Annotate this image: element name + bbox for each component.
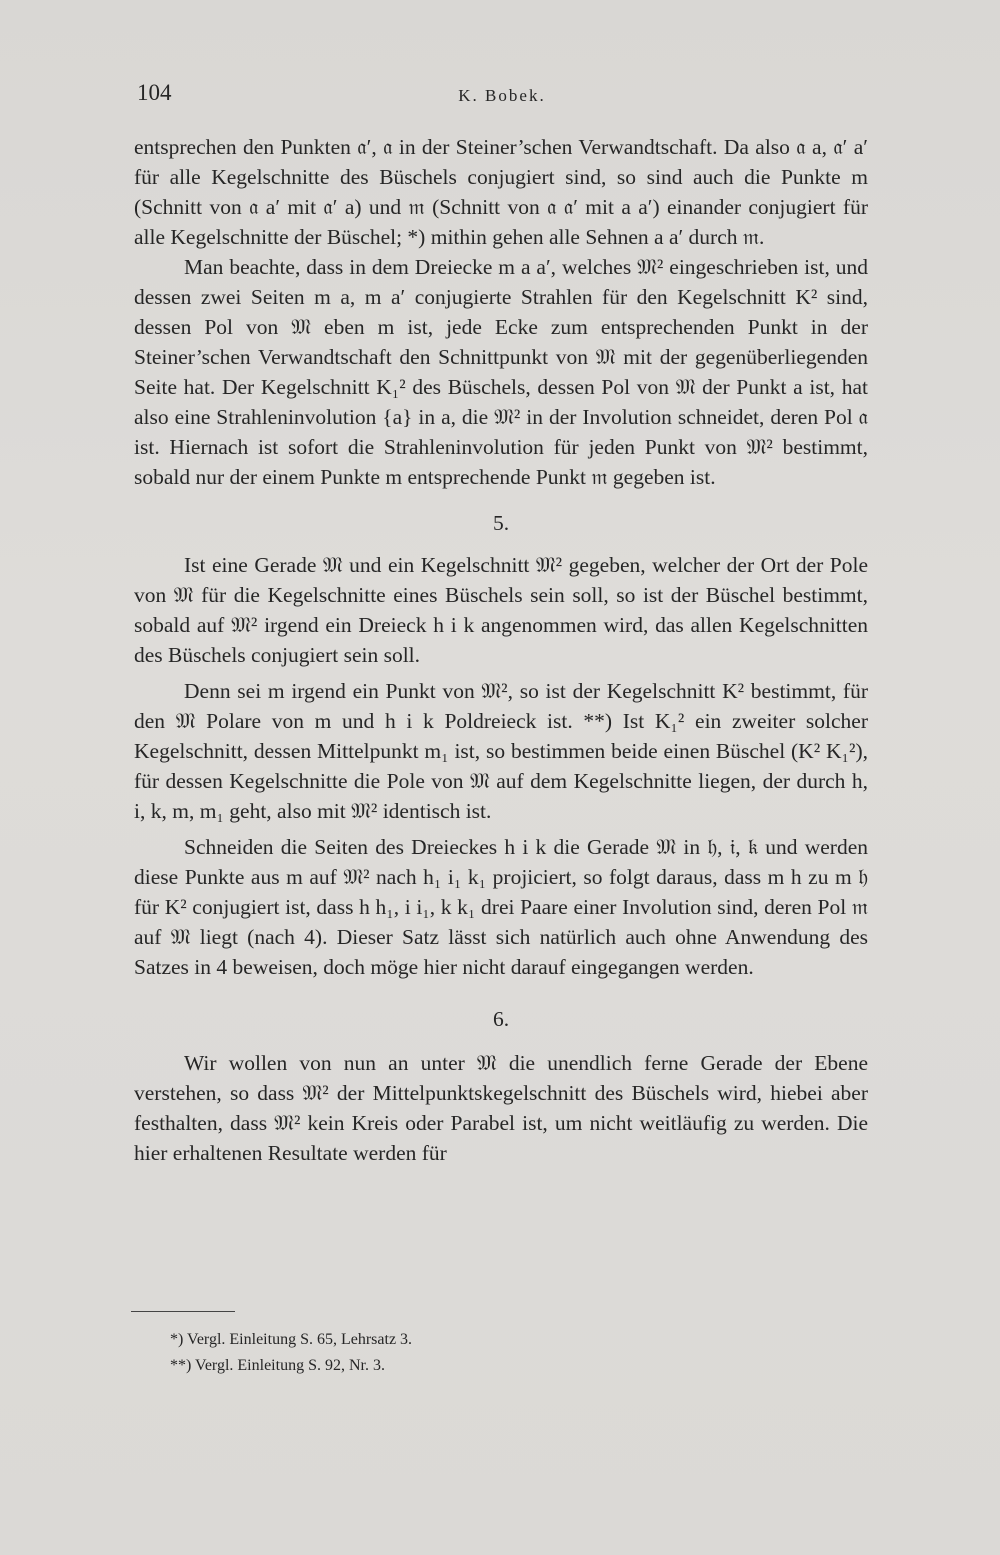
paragraph-3: Ist eine Gerade 𝔐 und ein Kegelschnitt 𝔐² gegeben, welcher der Ort der Pole von 𝔐 für die Kegelschnitte eines Büschels sein soll, so ist der Büschel bestimmt, sobald auf 𝔐² irgend ein Dreieck h i k angenommen wird, das allen Kegelschnitten des Büschels conjugiert sein soll. — [134, 553, 868, 667]
footnote-1: *) Vergl. Einleitung S. 65, Lehrsatz 3. — [170, 1331, 413, 1348]
footnote-2: **) Vergl. Einleitung S. 92, Nr. 3. — [170, 1357, 385, 1374]
section-5-heading: 5. — [492, 511, 510, 535]
running-head: K. Bobek. — [458, 86, 546, 105]
page-body — [134, 132, 868, 1168]
paragraph-6: Wir wollen von nun an unter 𝔐 die unendlich ferne Gerade der Ebene verstehen, so dass 𝔐² der Mittelpunktskegelschnitt des Büschels wird, hiebei aber festhalten, dass 𝔐² kein Kreis oder Parabel ist, um nicht weitläufig zu werden. Die hier erhaltenen Resultate werden für — [134, 1051, 868, 1165]
paragraph-2: Man beachte, dass in dem Dreiecke m a a′, welches 𝔐² eingeschrieben ist, und dessen zwei Seiten m a, m a′ conjugierte Strahlen für den Kegelschnitt K² sind, dessen Pol von 𝔐 eben m ist, jede Ecke zum entsprechenden Punkt in der Steiner’schen Verwandtschaft den Schnittpunkt von 𝔐 mit der gegenüberliegenden Seite hat. Der Kegelschnitt K₁² des Büschels, dessen Pol von 𝔐 der Punkt a ist, hat also eine Strahleninvolution {a} in a, die 𝔐² in der Involution schneidet, deren Pol 𝔞 ist. Hiernach ist sofort die Strahleninvolution für jeden Punkt von 𝔐² bestimmt, sobald nur der einem Punkte m entsprechende Punkt 𝔪 gegeben ist. — [134, 255, 868, 489]
paragraph-1: entsprechen den Punkten 𝔞′, 𝔞 in der Steiner’schen Verwandtschaft. Da also 𝔞 a, 𝔞′ a′ für alle Kegelschnitte des Büschels conjugiert sind, so sind auch die Punkte m (Schnitt von 𝔞 a′ mit 𝔞′ a) und 𝔪 (Schnitt von 𝔞 𝔞′ mit a a′) einander conjugiert für alle Kegelschnitte der Büschel; *) mithin gehen alle Sehnen a a′ durch 𝔪. — [134, 135, 868, 249]
footnotes — [170, 1327, 690, 1379]
footnote-rule — [131, 1311, 235, 1312]
page-header — [137, 80, 867, 120]
section-6-heading: 6. — [492, 1007, 510, 1031]
page-number: 104 — [137, 80, 172, 105]
paragraph-5: Schneiden die Seiten des Dreieckes h i k die Gerade 𝔐 in 𝔥, 𝔦, 𝔨 und werden diese Punkte aus m auf 𝔐² nach h₁ i₁ k₁ projiciert, so folgt daraus, dass m h zu m 𝔥 für K² conjugiert ist, dass h h₁, i i₁, k k₁ drei Paare einer Involution sind, deren Pol 𝔪 auf 𝔐 liegt (nach 4). Dieser Satz lässt sich natürlich auch ohne Anwendung des Satzes in 4 beweisen, doch möge hier nicht darauf eingegangen werden. — [134, 835, 868, 979]
paragraph-4: Denn sei m irgend ein Punkt von 𝔐², so ist der Kegelschnitt K² bestimmt, für den 𝔐 Polare von m und h i k Poldreieck ist. **) Ist K₁² ein zweiter solcher Kegelschnitt, dessen Mittelpunkt m₁ ist, so bestimmen beide einen Büschel (K² K₁²), für dessen Kegelschnitte die Pole von 𝔐 auf dem Kegelschnitte liegen, der durch h, i, k, m, m₁ geht, also mit 𝔐² identisch ist. — [134, 679, 868, 823]
